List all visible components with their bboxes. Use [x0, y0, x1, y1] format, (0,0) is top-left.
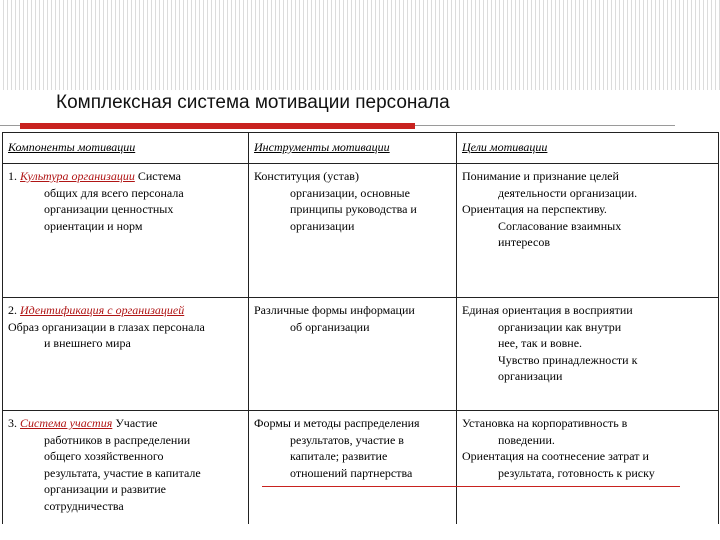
tools-text: об организации [290, 319, 370, 334]
goals-text: организации [498, 369, 563, 383]
goals-text: организации как внутри [498, 319, 622, 334]
component-number: 1. [8, 169, 17, 183]
goals-text: нее, так и вовне. [498, 336, 583, 350]
goals-text: поведении. [498, 432, 555, 447]
goals-text: Установка на корпоративность в [462, 416, 628, 430]
table-row [3, 411, 719, 525]
component-text: Образ организации в глазах персонала [8, 319, 205, 334]
header-tools: Инструменты мотивации [249, 133, 457, 164]
component-cell [3, 411, 249, 525]
component-cell [3, 164, 249, 298]
component-text: Система [137, 169, 182, 183]
tools-text: Конституция (устав) [254, 169, 359, 183]
table-row [3, 298, 719, 411]
tools-text: организации [290, 218, 355, 233]
component-cell [3, 298, 249, 411]
tools-text: организации, основные [290, 185, 410, 200]
component-text: общих для всего персонала [44, 185, 184, 200]
tools-text: отношений партнерства [290, 465, 413, 480]
goals-cell [457, 411, 719, 525]
tools-cell [249, 298, 457, 411]
tools-cell [249, 411, 457, 525]
goals-text: интересов [498, 235, 551, 249]
goals-text: результата, готовность к риску [498, 465, 655, 480]
goals-cell [457, 298, 719, 411]
component-text: организации и развитие [44, 482, 166, 496]
goals-text: деятельности организации. [498, 185, 638, 200]
component-text: результата, участие в капитале [44, 465, 201, 480]
tools-cell [249, 164, 457, 298]
header-components: Компоненты мотивации [3, 133, 249, 164]
goals-text: Единая ориентация в восприятии [462, 303, 633, 317]
table-row [3, 164, 719, 298]
component-term: Идентификация с организацией [20, 303, 185, 317]
goals-cell [457, 164, 719, 298]
tools-text: Различные формы информации [254, 303, 415, 317]
tools-text: принципы руководства и [290, 202, 417, 216]
component-text: Участие [115, 416, 158, 430]
table-header-row [3, 133, 719, 164]
component-number: 3. [8, 416, 17, 430]
tools-text: результатов, участие в [290, 432, 404, 447]
component-term: Система участия [20, 416, 113, 430]
component-text: общего хозяйственного [44, 449, 164, 463]
goals-text: Понимание и признание целей [462, 169, 619, 183]
page-title: Комплексная система мотивации персонала [56, 92, 450, 113]
component-text: сотрудничества [44, 498, 124, 513]
header-goals: Цели мотивации [457, 133, 719, 164]
component-term: Культура организации [20, 169, 135, 183]
red-rule-line [262, 486, 680, 487]
title-accent-bar [20, 123, 415, 129]
tools-text: Формы и методы распределения [254, 416, 420, 430]
component-text: работников в распределении [44, 432, 191, 447]
component-text: ориентации и норм [44, 218, 143, 233]
goals-text: Чувство принадлежности к [498, 352, 638, 367]
component-text: организации ценностных [44, 202, 174, 216]
component-text: и внешнего мира [44, 336, 131, 350]
goals-text: Ориентация на перспективу. [462, 202, 607, 216]
motivation-table [2, 132, 719, 524]
tools-text: капитале; развитие [290, 449, 388, 463]
goals-text: Ориентация на соотнесение затрат и [462, 449, 649, 463]
goals-text: Согласование взаимных [498, 218, 622, 233]
striped-background [0, 0, 720, 90]
component-number: 2. [8, 303, 17, 317]
